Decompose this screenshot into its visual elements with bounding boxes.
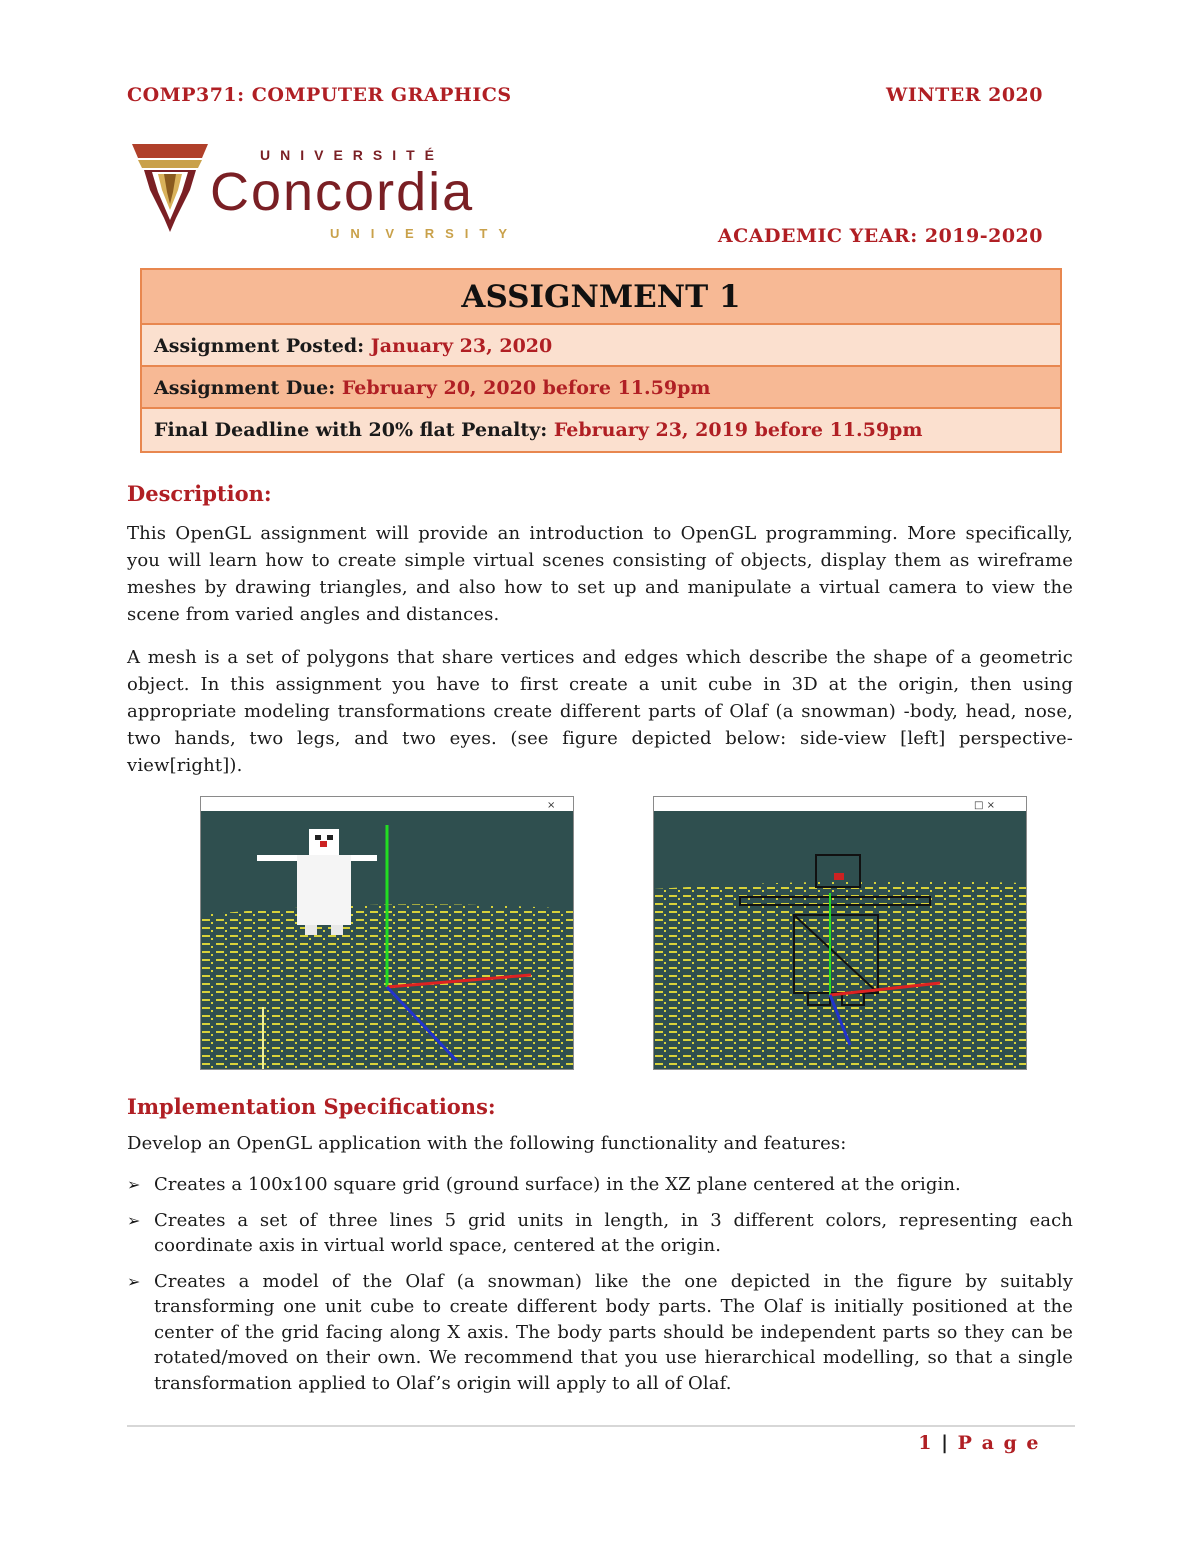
due-value: February 20, 2020 before 11.59pm [341,377,711,399]
description-paragraph-1: This OpenGL assignment will provide an introduction to OpenGL programming. More specifically, you will learn how to create simple virtual scenes consisting of objects, display them as wireframe meshes by drawing triangles, and also how to set up and manipulate a virtual camera to view the scene from varied angles and distances. [127,523,1073,625]
footer-divider [127,1425,1075,1427]
course-title: COMP371: COMPUTER GRAPHICS [127,84,512,106]
page-number: 1 | P a g e [918,1432,1040,1454]
posted-label: Assignment Posted: [154,335,371,357]
description-heading: Description: [127,481,272,506]
academic-year: ACADEMIC YEAR: 2019-2020 [717,225,1043,247]
list-item: ➢ Creates a set of three lines 5 grid units in length, in 3 different colors, representing each coordinate axis in virtual world space, centered at the origin. [127,1209,1073,1256]
implementation-heading: Implementation Specifications: [127,1094,496,1119]
figure-perspective-view [653,796,1027,1070]
arrow-bullet-icon: ➢ [127,1175,141,1194]
description-paragraph-2: A mesh is a set of polygons that share vertices and edges which describe the shape of a geometric object. In this assignment you have to first create a unit cube in 3D at the origin, then using appropriate modeling transformations create different parts of Olaf (a snowman) -body, head, nose, two hands, two legs, and two eyes. (see figure depicted below: side-view [left] perspective-view[right]). [127,647,1073,776]
logo-top-text: UNIVERSITÉ [260,147,445,163]
concordia-logo [130,138,540,240]
window-titlebar [654,797,1026,811]
logo-name: Concordia [210,162,475,222]
list-item: ➢ Creates a model of the Olaf (a snowman) like the one depicted in the figure by suitably transforming one unit cube to create different body parts. The Olaf is initially positioned at the center of the grid facing along X axis. The body parts should be independent parts so they can be rotated/moved on their own. We recommend that you use hierarchical modelling, so that a single transformation applied to Olaf’s origin will apply to all of Olaf. [127,1270,1073,1394]
figure-side-view [200,796,574,1070]
final-label: Final Deadline with 20% flat Penalty: [154,419,554,441]
list-item: ➢ Creates a 100x100 square grid (ground surface) in the XZ plane centered at the origin. [127,1172,1073,1198]
arrow-bullet-icon: ➢ [127,1271,141,1291]
arrow-bullet-icon: ➢ [127,1210,141,1230]
posted-row [142,325,1060,367]
due-row [142,367,1060,409]
close-icon: □ × [974,800,996,811]
term-label: WINTER 2020 [886,84,1043,106]
final-value: February 23, 2019 before 11.59pm [553,419,923,441]
logo-bottom-text: UNIVERSITY [330,226,519,240]
implementation-intro: Develop an OpenGL application with the following functionality and features: [127,1133,847,1154]
assignment-title: ASSIGNMENT 1 [142,270,1060,325]
final-deadline-row [142,409,1060,451]
window-titlebar [201,797,573,811]
shield-icon [132,144,208,232]
assignment-info-box [140,268,1062,453]
close-icon: × ‍ [547,800,559,811]
ground-grid [654,881,1026,1069]
due-label: Assignment Due: [154,377,342,399]
posted-value: January 23, 2020 [370,335,553,357]
spec-list [127,1172,1073,1406]
